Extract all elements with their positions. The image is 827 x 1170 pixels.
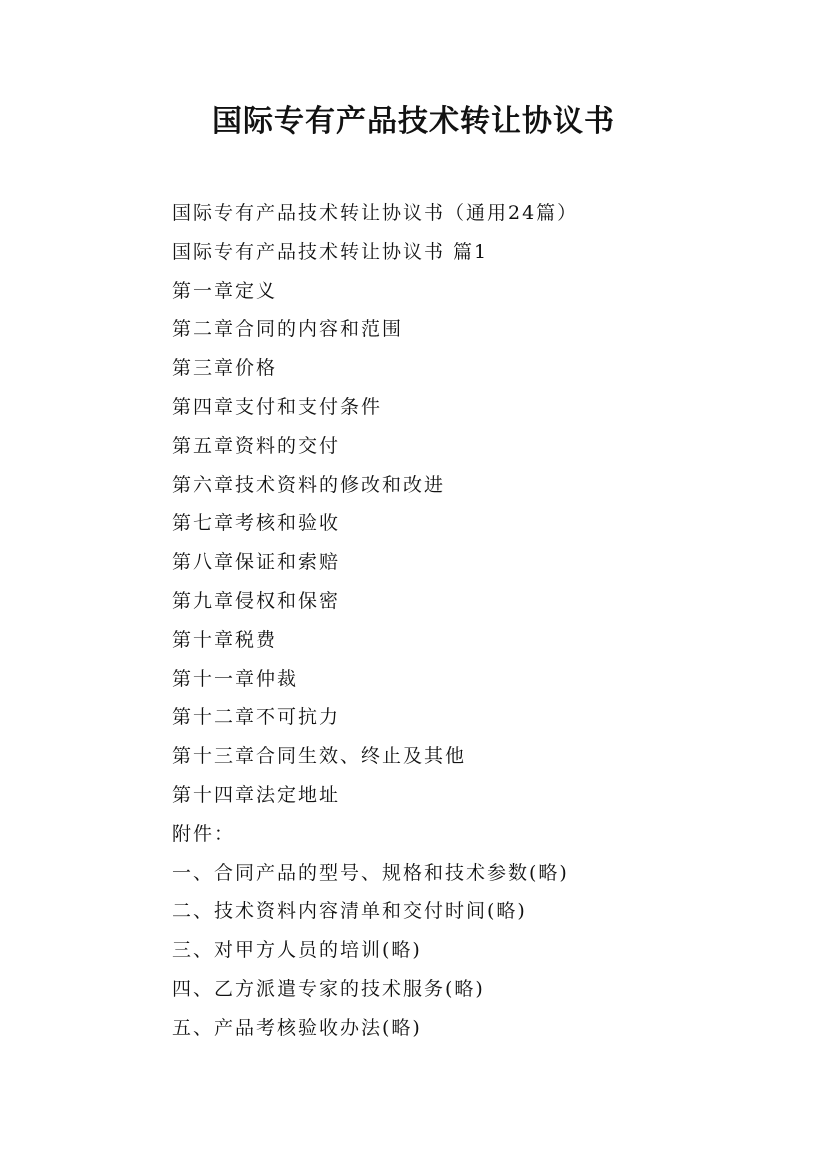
appendix-heading-line: 附件： xyxy=(172,822,236,845)
chapter-5-line: 第五章资料的交付 xyxy=(172,434,341,457)
appendix-1-line: 一、合同产品的型号、规格和技术参数(略) xyxy=(172,861,569,884)
toc-heading-line: 国际专有产品技术转让协议书（通用24篇） xyxy=(172,202,579,224)
appendix-3-line: 三、对甲方人员的培训(略) xyxy=(172,939,422,962)
appendix-4-line: 四、乙方派遣专家的技术服务(略) xyxy=(172,977,485,1000)
chapter-9-line: 第九章侵权和保密 xyxy=(172,589,341,612)
toc-section-line: 国际专有产品技术转让协议书 篇1 xyxy=(172,240,489,263)
chapter-10-line: 第十章税费 xyxy=(172,628,278,651)
chapter-7-line: 第七章考核和验收 xyxy=(172,512,341,535)
chapter-13-line: 第十三章合同生效、终止及其他 xyxy=(172,745,467,768)
chapter-11-line: 第十一章仲裁 xyxy=(172,667,299,690)
chapter-3-line: 第三章价格 xyxy=(172,357,278,380)
document-title: 国际专有产品技术转让协议书 xyxy=(212,104,615,139)
chapter-1-line: 第一章定义 xyxy=(172,279,278,302)
chapter-6-line: 第六章技术资料的修改和改进 xyxy=(172,473,446,496)
appendix-5-line: 五、产品考核验收办法(略) xyxy=(172,1016,422,1039)
chapter-8-line: 第八章保证和索赔 xyxy=(172,551,341,574)
table-of-contents xyxy=(172,194,792,1048)
appendix-2-line: 二、技术资料内容清单和交付时间(略) xyxy=(172,900,527,923)
chapter-4-line: 第四章支付和支付条件 xyxy=(172,395,383,418)
chapter-14-line: 第十四章法定地址 xyxy=(172,783,341,806)
chapter-12-line: 第十二章不可抗力 xyxy=(172,706,341,729)
chapter-2-line: 第二章合同的内容和范围 xyxy=(172,318,404,341)
